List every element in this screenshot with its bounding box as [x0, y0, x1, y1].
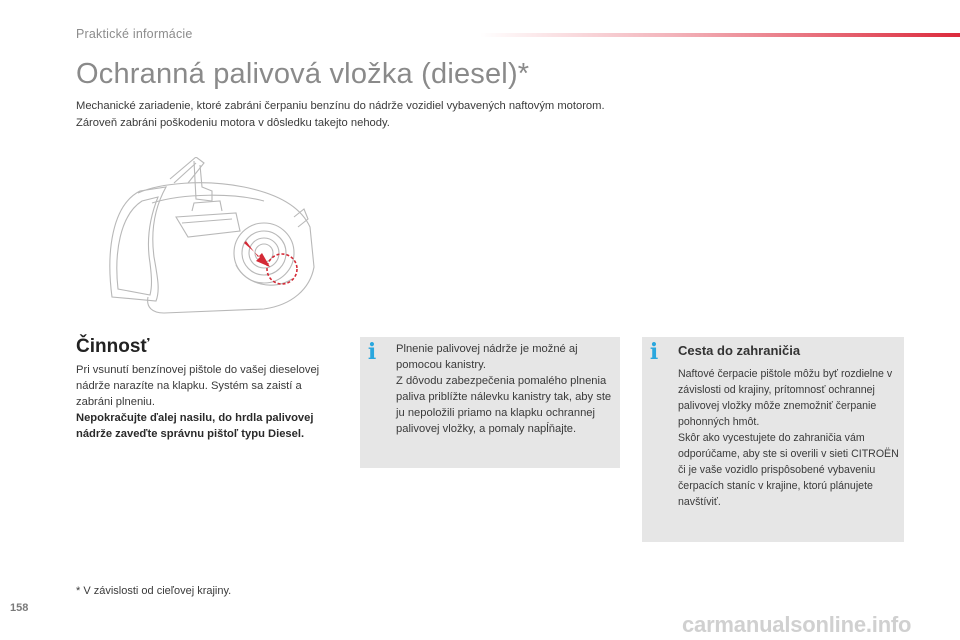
- operation-description: Pri vsunutí benzínovej pištole do vašej dieselovej nádrže narazíte na klapku. Systém sa zaistí a zabráni plneniu.: [76, 364, 320, 408]
- header-rule: [480, 33, 960, 37]
- page-number: 158: [10, 602, 29, 614]
- intro-paragraph: Mechanické zariadenie, ktoré zabráni čerpaniu benzínu do nádrže vozidiel vybavených naftovým motorom. Zároveň zabráni poškodeniu motora v dôsledku takejto nehody.: [76, 100, 605, 129]
- operation-text: [76, 362, 338, 442]
- operation-heading: Činnosť: [76, 336, 150, 357]
- page-title: Ochranná palivová vložka (diesel)*: [76, 58, 530, 90]
- info-box-canister-text: Plnenie palivovej nádrže je možné aj pomocou kanistry. Z dôvodu zabezpečenia pomalého plnenia paliva priblížte nálevku kanistry tak, aby ste ju nepoložili priamo na klapku ochrannej palivovej vložky, a pomaly napĺňajte.: [396, 343, 612, 435]
- info-icon: i: [649, 339, 659, 365]
- fuel-filler-illustration: [104, 157, 330, 317]
- info-box-canister: [360, 337, 620, 468]
- info-box-travel-abroad: [642, 337, 904, 542]
- watermark: carmanualsonline.info: [682, 612, 912, 637]
- info-box-travel-text: Naftové čerpacie pištole môžu byť rozdielne v závislosti od krajiny, prítomnosť ochrannej palivovej vložky môže znemožniť čerpanie pohonných hmôt. Skôr ako vycestujete do zahraničia vám odporúčame, aby ste si overili v sieti CITROËN či je vaše vozidlo prispôsobené vybaveniu čerpacích staníc v krajine, ktorú plánujete navštíviť.: [678, 368, 899, 508]
- operation-warning: Nepokračujte ďalej nasilu, do hrdla palivovej nádrže zaveďte správnu pištoľ typu Diesel.: [76, 412, 314, 440]
- info-icon: i: [367, 339, 377, 365]
- info-box-travel-heading: Cesta do zahraničia: [678, 343, 801, 358]
- section-label: Praktické informácie: [76, 27, 193, 41]
- footnote: * V závislosti od cieľovej krajiny.: [76, 585, 232, 597]
